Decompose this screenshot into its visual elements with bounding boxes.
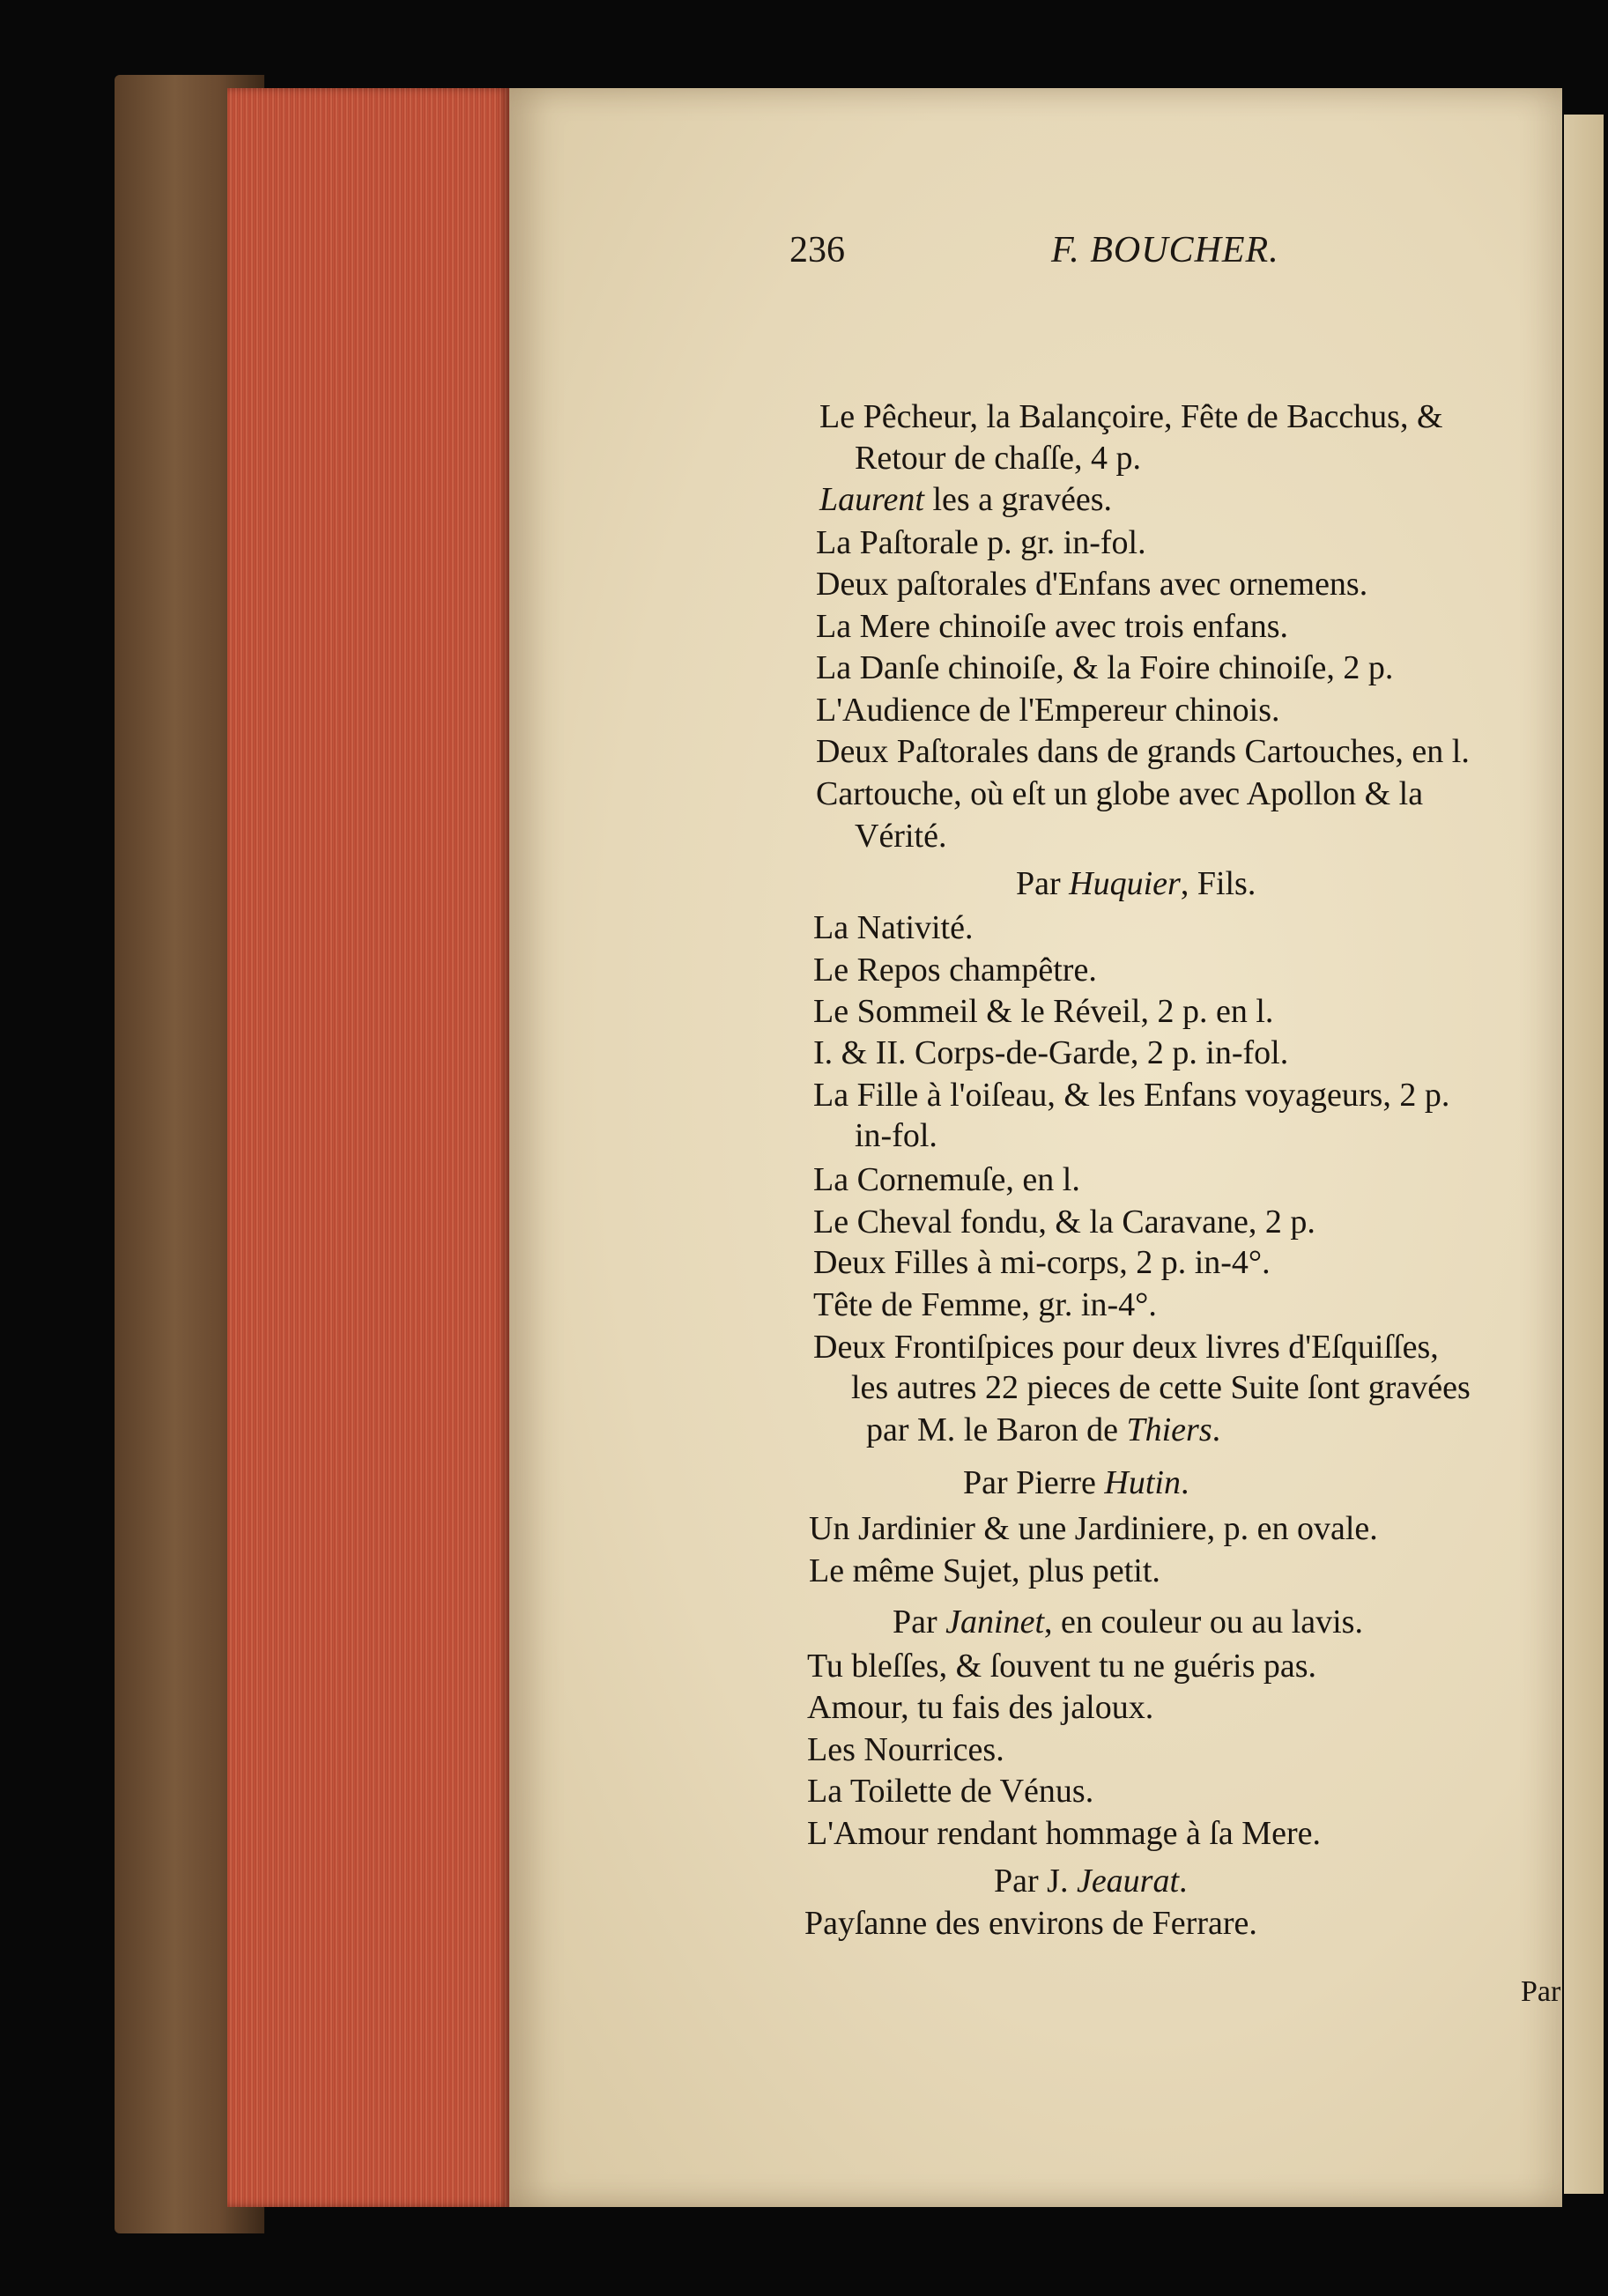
- line-text: La Danſe chinoiſe, & la Foire chinoiſe, 2 p.: [816, 649, 1394, 686]
- line-text: La Mere chinoiſe avec trois enfans.: [816, 608, 1288, 645]
- line-italic-name: Thiers: [1126, 1411, 1212, 1448]
- text-line: [819, 479, 1112, 521]
- line-text: Tête de Femme, gr. in-4°.: [813, 1286, 1157, 1323]
- text-line: [807, 1687, 1153, 1729]
- text-line: [866, 1410, 1220, 1451]
- text-line: [807, 1771, 1093, 1812]
- line-text: Le Pêcheur, la Balançoire, Fête de Bacchus, &: [819, 398, 1443, 435]
- line-text: , en couleur ou au lavis.: [1044, 1603, 1363, 1641]
- text-line: [816, 522, 1146, 564]
- line-text: La Nativité.: [813, 909, 974, 946]
- line-text: Vérité.: [855, 818, 947, 855]
- line-text: .: [1179, 1863, 1188, 1900]
- text-line: [813, 1202, 1315, 1243]
- line-italic-name: Huquier: [1069, 865, 1181, 902]
- line-text: les autres 22 pieces de cette Suite ſont gravées: [851, 1369, 1471, 1406]
- line-text: Le même Sujet, plus petit.: [809, 1552, 1160, 1589]
- line-italic-name: Laurent: [819, 481, 924, 518]
- text-line: [816, 648, 1393, 689]
- line-text: Le Cheval fondu, & la Caravane, 2 p.: [813, 1204, 1315, 1241]
- text-line: [851, 1367, 1471, 1409]
- line-text: L'Audience de l'Empereur chinois.: [816, 692, 1280, 729]
- line-text: Amour, tu fais des jaloux.: [807, 1689, 1154, 1726]
- text-line: [816, 564, 1367, 605]
- line-prefix: Par: [893, 1603, 946, 1641]
- line-prefix: Par Pierre: [963, 1464, 1105, 1501]
- text-line: [819, 396, 1443, 438]
- text-line: [807, 1729, 1004, 1771]
- text-line: [816, 606, 1288, 648]
- text-line: [816, 690, 1280, 731]
- line-italic-name: Hutin: [1104, 1464, 1181, 1501]
- line-text: .: [1212, 1411, 1221, 1448]
- line-text: .: [1180, 1464, 1189, 1501]
- text-line: [804, 1903, 1257, 1944]
- catchword: Par: [1521, 1975, 1561, 2008]
- text-line: [813, 907, 973, 949]
- line-text: Retour de chaſſe, 4 p.: [855, 440, 1142, 477]
- line-text: I. & II. Corps-de-Garde, 2 p. in-fol.: [813, 1034, 1289, 1071]
- text-line: [813, 1033, 1288, 1074]
- line-text: La Paſtorale p. gr. in-fol.: [816, 524, 1146, 561]
- text-line: [816, 774, 1423, 815]
- book-page: [509, 88, 1562, 2207]
- text-line: [813, 1242, 1271, 1284]
- text-line: [813, 1327, 1439, 1368]
- line-text: in-fol.: [855, 1117, 937, 1154]
- text-line: [807, 1813, 1321, 1855]
- line-text: Un Jardinier & une Jardiniere, p. en ovale.: [809, 1510, 1378, 1547]
- text-line: [813, 991, 1273, 1033]
- line-italic-name: Jeaurat: [1076, 1863, 1180, 1900]
- line-text: Le Repos champêtre.: [813, 952, 1097, 989]
- running-head: F. BOUCHER.: [1051, 230, 1279, 270]
- text-line: [963, 1463, 1189, 1504]
- line-text: La Cornemuſe, en l.: [813, 1161, 1080, 1198]
- line-text: Deux Frontiſpices pour deux livres d'Eſquiſſes,: [813, 1329, 1439, 1366]
- facing-leaf-edge: [1564, 115, 1604, 2194]
- text-line: [816, 731, 1470, 773]
- line-text: Deux Paſtorales dans de grands Cartouches, en l.: [816, 733, 1470, 770]
- text-line: [813, 1285, 1157, 1326]
- text-line: [809, 1551, 1160, 1592]
- line-prefix: Par J.: [994, 1863, 1077, 1900]
- line-text: les a gravées.: [923, 481, 1113, 518]
- line-text: L'Amour rendant hommage à ſa Mere.: [807, 1815, 1321, 1852]
- text-line: [893, 1602, 1363, 1643]
- line-prefix: Par: [1016, 865, 1070, 902]
- line-text: Deux Filles à mi-corps, 2 p. in-4°.: [813, 1244, 1271, 1281]
- text-line: [813, 1075, 1449, 1116]
- line-text: Cartouche, où eſt un globe avec Apollon & la: [816, 775, 1424, 812]
- text-line: [855, 438, 1141, 479]
- line-text: Payſanne des environs de Ferrare.: [804, 1905, 1257, 1942]
- line-text: Deux paſtorales d'Enfans avec ornemens.: [816, 566, 1368, 603]
- line-text: , Fils.: [1180, 865, 1256, 902]
- text-line: [813, 1159, 1080, 1201]
- line-text: La Toilette de Vénus.: [807, 1773, 1094, 1810]
- page-number: 236: [789, 230, 845, 270]
- text-line: [1016, 863, 1256, 905]
- line-text: Les Nourrices.: [807, 1731, 1004, 1768]
- text-line: [807, 1646, 1316, 1687]
- text-line: [813, 950, 1097, 991]
- red-page-edge: [227, 88, 509, 2207]
- text-line: [855, 1115, 937, 1157]
- page-header: [509, 229, 1562, 282]
- line-prefix: par M. le Baron de: [866, 1411, 1127, 1448]
- line-text: Tu bleſſes, & ſouvent tu ne guéris pas.: [807, 1648, 1317, 1685]
- text-line: [855, 816, 946, 857]
- text-line: [994, 1861, 1188, 1902]
- line-italic-name: Janinet: [945, 1603, 1045, 1641]
- text-line: [809, 1508, 1378, 1550]
- line-text: La Fille à l'oiſeau, & les Enfans voyageurs, 2 p.: [813, 1077, 1450, 1114]
- line-text: Le Sommeil & le Réveil, 2 p. en l.: [813, 993, 1274, 1030]
